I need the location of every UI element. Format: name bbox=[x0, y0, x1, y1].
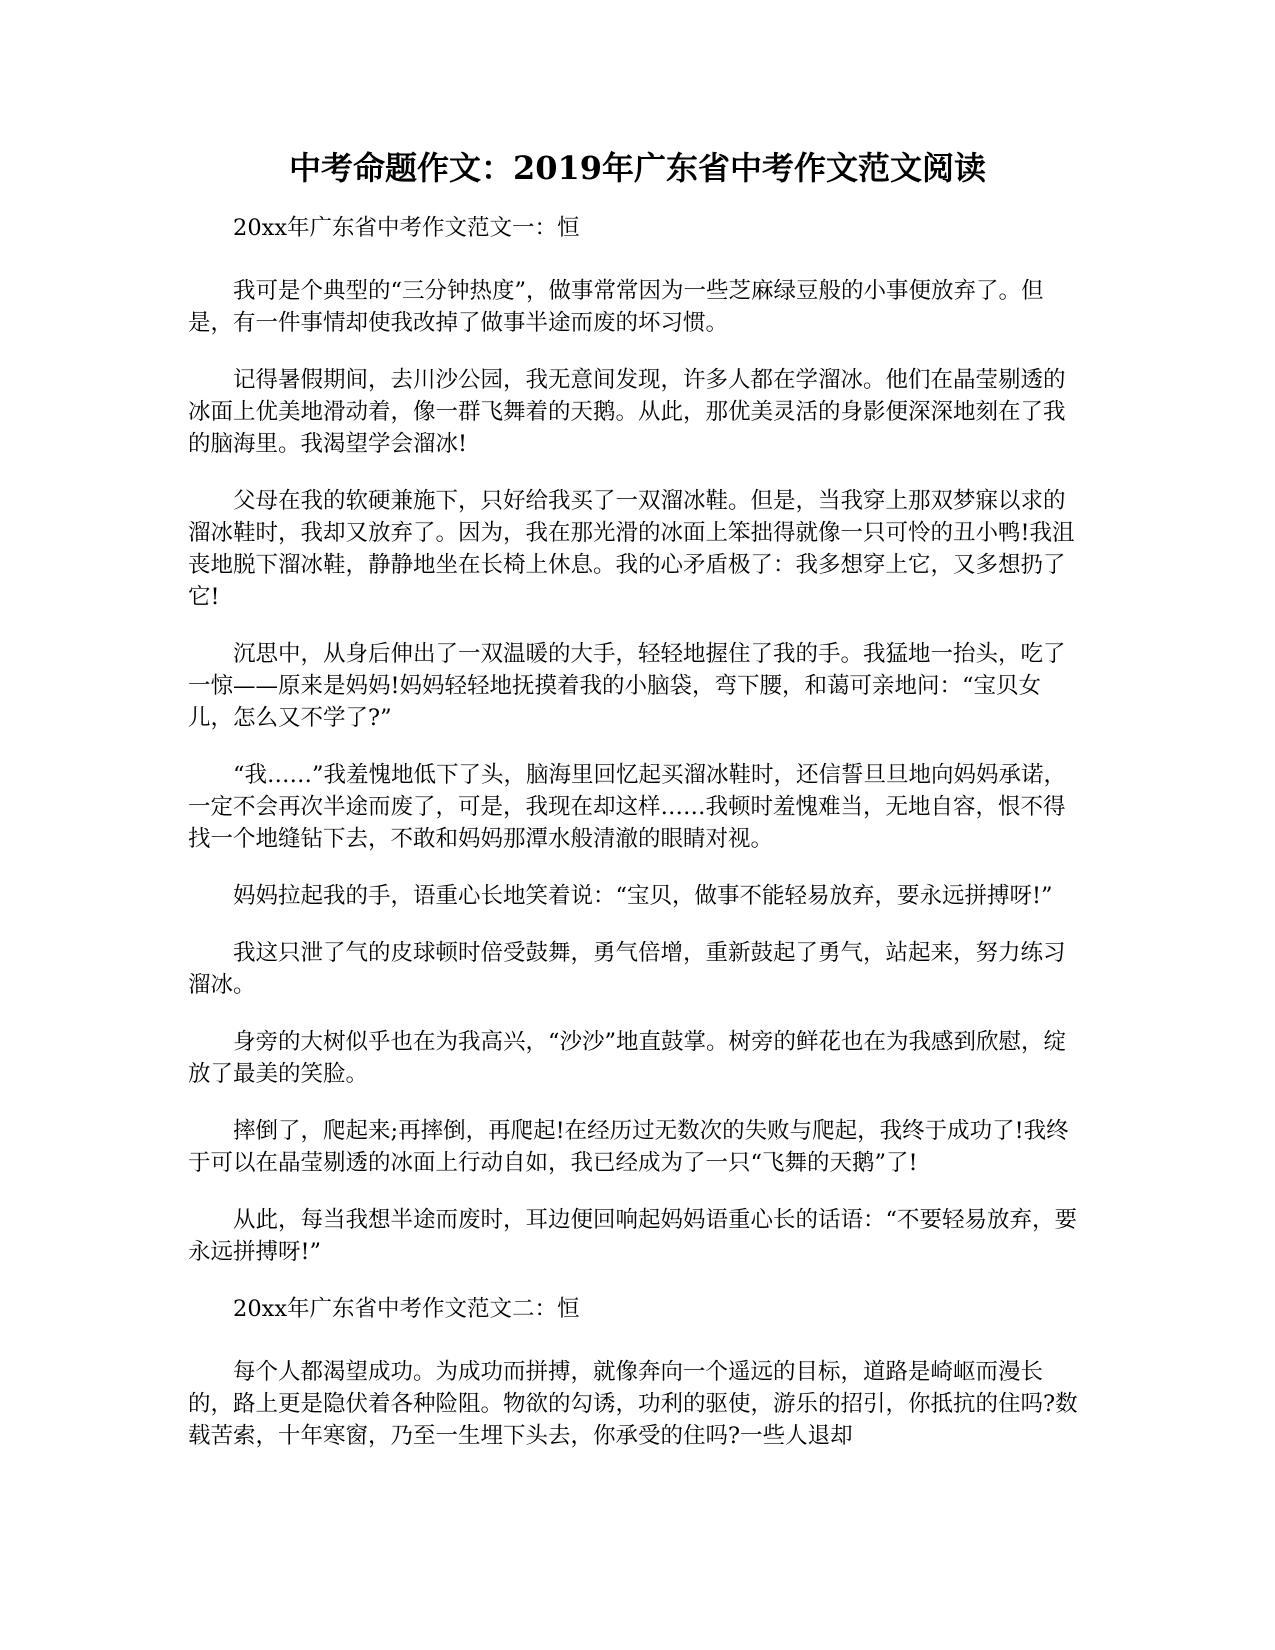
page-title: 中考命题作文：2019年广东省中考作文范文阅读 bbox=[288, 149, 987, 187]
paragraph: 从此，每当我想半途而废时，耳边便回响起妈妈语重心长的话语：“不要轻易放弃，要永远拼搏呀!” bbox=[188, 1207, 1078, 1265]
paragraph: 沉思中，从身后伸出了一双温暖的大手，轻轻地握住了我的手。我猛地一抬头，吃了一惊——原来是妈妈!妈妈轻轻地抚摸着我的小脑袋，弯下腰，和蔼可亲地问：“宝贝女儿，怎么又不学了?” bbox=[188, 641, 1066, 731]
paragraph: 父母在我的软硬兼施下，只好给我买了一双溜冰鞋。但是，当我穿上那双梦寐以求的溜冰鞋时，我却又放弃了。因为，我在那光滑的冰面上笨拙得就像一只可怜的丑小鸭!我沮丧地脱下溜冰鞋，静静地坐在长椅上休息。我的心矛盾极了：我多想穿上它，又多想扔了它! bbox=[188, 488, 1075, 610]
section-heading-2: 20xx年广东省中考作文范文二：恒 bbox=[233, 1296, 580, 1322]
paragraph: 妈妈拉起我的手，语重心长地笑着说：“宝贝，做事不能轻易放弃，要永远拼搏呀!” bbox=[233, 883, 1053, 909]
paragraph: “我……”我羞愧地低下了头，脑海里回忆起买溜冰鞋时，还信誓旦旦地向妈妈承诺，一定不会再次半途而废了，可是，我现在却这样……我顿时羞愧难当，无地自容，恨不得找一个地缝钻下去，不敢和妈妈那潭水般清澈的眼睛对视。 bbox=[188, 762, 1067, 852]
section-heading-1: 20xx年广东省中考作文范文一：恒 bbox=[233, 215, 580, 241]
paragraph: 记得暑假期间，去川沙公园，我无意间发现，许多人都在学溜冰。他们在晶莹剔透的冰面上优美地滑动着，像一群飞舞着的天鹅。从此，那优美灵活的身影便深深地刻在了我的脑海里。我渴望学会溜冰! bbox=[188, 367, 1066, 457]
paragraph: 我可是个典型的“三分钟热度”，做事常常因为一些芝麻绿豆般的小事便放弃了。但是，有一件事情却使我改掉了做事半途而废的坏习惯。 bbox=[188, 278, 1044, 336]
paragraph: 身旁的大树似乎也在为我高兴，“沙沙”地直鼓掌。树旁的鲜花也在为我感到欣慰，绽放了最美的笑脸。 bbox=[188, 1029, 1067, 1087]
paragraph: 我这只泄了气的皮球顿时倍受鼓舞，勇气倍增，重新鼓起了勇气，站起来，努力练习溜冰。 bbox=[188, 940, 1066, 998]
article-body bbox=[188, 212, 1078, 1477]
paragraph: 摔倒了，爬起来;再摔倒，再爬起!在经历过无数次的失败与爬起，我终于成功了!我终于可以在晶莹剔透的冰面上行动自如，我已经成为了一只“飞舞的天鹅”了! bbox=[188, 1118, 1069, 1176]
paragraph: 每个人都渴望成功。为成功而拼搏，就像奔向一个遥远的目标，道路是崎岖而漫长的，路上更是隐伏着各种险阻。物欲的勾诱，功利的驱使，游乐的招引，你抵抗的住吗?数载苦索，十年寒窗，乃至一生埋下头去，你承受的住吗?一些人退却 bbox=[188, 1359, 1078, 1449]
